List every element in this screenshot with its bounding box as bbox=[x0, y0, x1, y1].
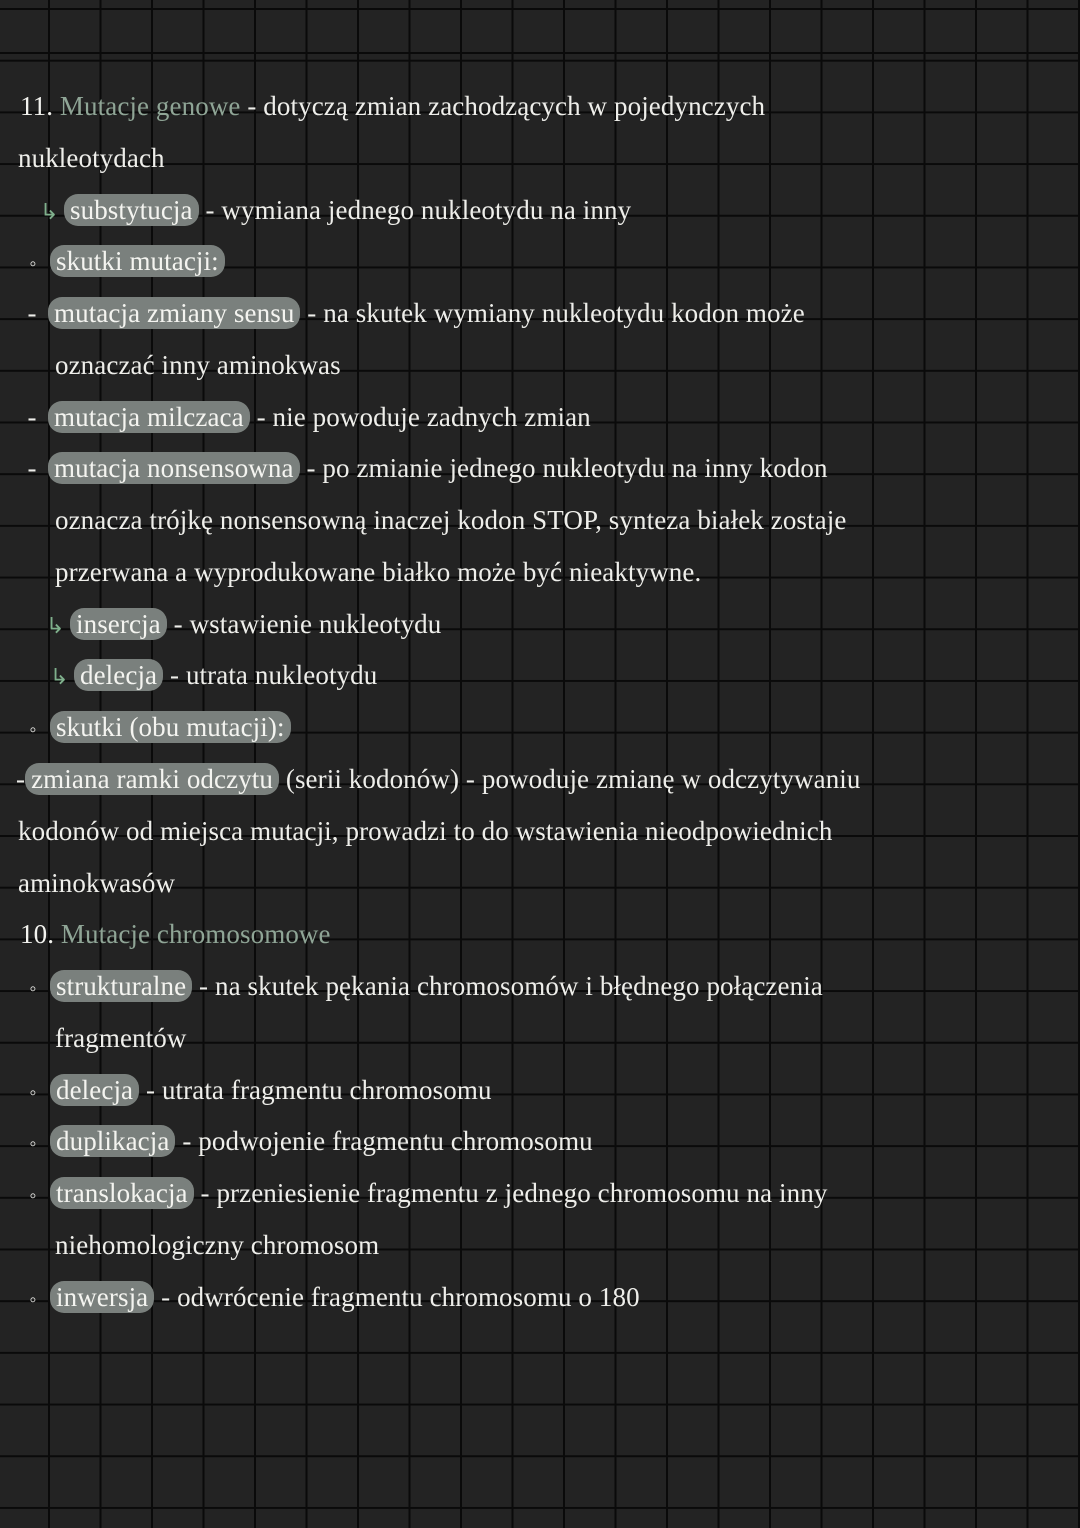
term-pill: delecja bbox=[50, 1074, 139, 1106]
dash-bullet: - bbox=[16, 764, 26, 794]
term-pill: delecja bbox=[74, 659, 163, 691]
term-pill: zmiana ramki odczytu bbox=[25, 763, 279, 795]
grid-top-rule bbox=[0, 52, 1080, 54]
dash-bullet: - bbox=[27, 402, 37, 432]
term-pill: skutki mutacji: bbox=[50, 245, 225, 277]
term-pill: duplikacja bbox=[50, 1125, 175, 1157]
arrow-return-icon: ↳ bbox=[50, 665, 69, 690]
list-item-delecja-chrom bbox=[16, 1068, 492, 1120]
description-continuation: kodonów od miejsca mutacji, prowadzi to do wstawienia nieodpowiednich bbox=[18, 816, 833, 846]
term-description: - po zmianie jednego nukleotydu na inny kodon bbox=[306, 453, 828, 483]
term-description: - utrata fragmentu chromosomu bbox=[146, 1075, 492, 1105]
term-description: - na skutek pękania chromosomów i błędnego połączenia bbox=[199, 971, 823, 1001]
hollow-bullet-icon: ◦ bbox=[29, 1133, 37, 1155]
heading-continuation: nukleotydach bbox=[18, 143, 165, 173]
term-pill: inwersja bbox=[50, 1281, 154, 1313]
dash-bullet: - bbox=[27, 453, 37, 483]
section-title: Mutacje chromosomowe bbox=[60, 919, 331, 949]
dash-bullet: - bbox=[27, 298, 37, 328]
list-item-cont bbox=[55, 550, 701, 602]
term-pill: mutacja zmiany sensu bbox=[48, 297, 300, 329]
list-item-skutki bbox=[16, 239, 225, 291]
list-item-inwersja bbox=[16, 1275, 640, 1327]
term-description: - wstawienie nukleotydu bbox=[173, 609, 442, 639]
description-continuation: oznacza trójkę nonsensowną inaczej kodon STOP, synteza białek zostaje bbox=[55, 505, 847, 535]
list-item-milczaca bbox=[16, 395, 591, 447]
list-item-insercja bbox=[46, 602, 441, 654]
list-item-skutki-obu bbox=[16, 705, 291, 757]
term-description: - na skutek wymiany nukleotydu kodon może bbox=[307, 298, 805, 328]
term-description: - nie powoduje zadnych zmian bbox=[256, 402, 591, 432]
list-item-cont bbox=[18, 861, 175, 913]
section-heading-genowe bbox=[20, 84, 765, 136]
list-item-duplikacja bbox=[16, 1119, 593, 1171]
description-continuation: niehomologiczny chromosom bbox=[55, 1230, 380, 1260]
list-item-substytucja bbox=[40, 188, 631, 240]
section-heading-chromosomowe bbox=[20, 912, 331, 964]
hollow-bullet-icon: ◦ bbox=[29, 1289, 37, 1311]
term-description: - odwrócenie fragmentu chromosomu o 180 bbox=[161, 1282, 640, 1312]
description-continuation: przerwana a wyprodukowane białko może być nieaktywne. bbox=[55, 557, 702, 587]
hollow-bullet-icon: ◦ bbox=[29, 1082, 37, 1104]
list-item-ramka-odczytu bbox=[16, 757, 861, 809]
list-item-delecja bbox=[50, 653, 377, 705]
term-pill: mutacja nonsensowna bbox=[48, 452, 300, 484]
section-title: Mutacje genowe bbox=[59, 91, 241, 121]
hollow-bullet-icon: ◦ bbox=[29, 253, 37, 275]
arrow-return-icon: ↳ bbox=[46, 614, 65, 639]
list-item-zmiany-sensu bbox=[16, 291, 805, 343]
term-description: - podwojenie fragmentu chromosomu bbox=[182, 1126, 593, 1156]
term-description: - przeniesienie fragmentu z jednego chromosomu na inny bbox=[200, 1178, 828, 1208]
list-item-strukturalne bbox=[16, 964, 823, 1016]
list-item-nonsensowna bbox=[16, 446, 828, 498]
term-pill: strukturalne bbox=[50, 970, 192, 1002]
list-item-cont bbox=[55, 498, 846, 550]
section-heading-cont bbox=[18, 136, 165, 188]
term-description: (serii kodonów) - powoduje zmianę w odczytywaniu bbox=[279, 764, 861, 794]
term-pill: substytucja bbox=[64, 194, 199, 226]
term-description: - utrata nukleotydu bbox=[170, 660, 378, 690]
list-item-translokacja bbox=[16, 1171, 827, 1223]
hollow-bullet-icon: ◦ bbox=[29, 978, 37, 1000]
section-number: 11. bbox=[20, 91, 54, 121]
arrow-return-icon: ↳ bbox=[40, 200, 59, 225]
list-item-cont bbox=[55, 1016, 186, 1068]
hollow-bullet-icon: ◦ bbox=[29, 1185, 37, 1207]
term-pill: translokacja bbox=[50, 1177, 194, 1209]
section-number: 10. bbox=[20, 919, 55, 949]
hollow-bullet-icon: ◦ bbox=[29, 719, 37, 741]
description-continuation: aminokwasów bbox=[18, 868, 176, 898]
section-title-suffix: - dotyczą zmian zachodzących w pojedynczych bbox=[240, 91, 766, 121]
term-pill: mutacja milczaca bbox=[48, 401, 250, 433]
description-continuation: fragmentów bbox=[55, 1023, 187, 1053]
term-pill: skutki (obu mutacji): bbox=[50, 711, 291, 743]
list-item-cont bbox=[18, 809, 832, 861]
term-pill: insercja bbox=[70, 608, 167, 640]
description-continuation: oznaczać inny aminokwas bbox=[55, 350, 341, 380]
list-item-cont bbox=[55, 1223, 379, 1275]
term-description: - wymiana jednego nukleotydu na inny bbox=[205, 195, 632, 225]
list-item-cont bbox=[55, 343, 341, 395]
